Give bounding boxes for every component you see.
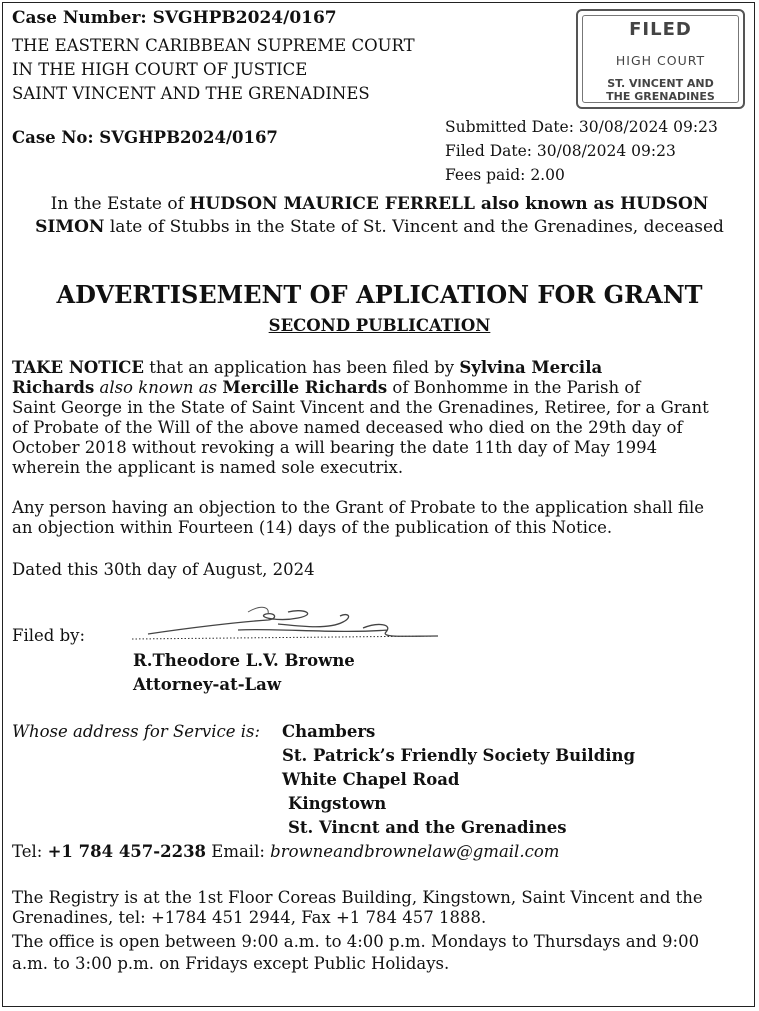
address-line-1: Chambers bbox=[282, 722, 376, 741]
case-number-heading: Case Number: SVGHPB2024/0167 bbox=[12, 8, 337, 28]
stamp-filed: FILED bbox=[629, 19, 692, 40]
attorney-role: Attorney-at-Law bbox=[133, 675, 282, 694]
notice-line-1: TAKE NOTICE that an application has been filed by Sylvina Mercila bbox=[12, 358, 603, 377]
address-line-3: White Chapel Road bbox=[282, 770, 460, 789]
court-line-3: SAINT VINCENT AND THE GRENADINES bbox=[12, 84, 370, 103]
notice-line-6: wherein the applicant is named sole executrix. bbox=[12, 458, 404, 477]
fees-paid: Fees paid: 2.00 bbox=[445, 166, 565, 184]
notice-line-2: Richards also known as Mercille Richards of Bonhomme in the Parish of bbox=[12, 378, 641, 397]
contact-line: Tel: +1 784 457-2238 Email: browneandbrownelaw@gmail.com bbox=[12, 842, 560, 861]
registry-line-3: The office is open between 9:00 a.m. to 4:00 p.m. Mondays to Thursdays and 9:00 bbox=[12, 932, 700, 951]
address-line-2: St. Patrick’s Friendly Society Building bbox=[282, 746, 636, 765]
notice-line-3: Saint George in the State of Saint Vincent and the Grenadines, Retiree, for a Grant bbox=[12, 398, 709, 417]
email-address: browneandbrownelaw@gmail.com bbox=[270, 842, 560, 861]
notice-title: ADVERTISEMENT OF APLICATION FOR GRANT bbox=[56, 280, 703, 309]
address-label: Whose address for Service is: bbox=[12, 722, 261, 741]
estate-line-2: SIMON late of Stubbs in the State of St. Vincent and the Grenadines, deceased bbox=[35, 217, 724, 237]
objection-line-1: Any person having an objection to the Grant of Probate to the application shall file bbox=[12, 498, 705, 517]
filed-date: Filed Date: 30/08/2024 09:23 bbox=[445, 142, 676, 160]
registry-line-4: a.m. to 3:00 p.m. on Fridays except Public Holidays. bbox=[12, 954, 450, 973]
case-no: Case No: SVGHPB2024/0167 bbox=[12, 128, 278, 147]
address-line-4: Kingstown bbox=[288, 794, 387, 813]
stamp-location-line-1: ST. VINCENT AND bbox=[607, 77, 714, 90]
notice-subtitle: SECOND PUBLICATION bbox=[268, 316, 491, 335]
estate-line-1: In the Estate of HUDSON MAURICE FERRELL also known as HUDSON bbox=[50, 194, 709, 214]
notice-line-5: October 2018 without revoking a will bearing the date 11th day of May 1994 bbox=[12, 438, 658, 457]
stamp-location bbox=[578, 77, 743, 103]
stamp-high-court: HIGH COURT bbox=[615, 53, 706, 68]
court-line-1: THE EASTERN CARIBBEAN SUPREME COURT bbox=[12, 36, 415, 55]
attorney-name: R.Theodore L.V. Browne bbox=[133, 651, 355, 670]
phone-number: +1 784 457-2238 bbox=[47, 842, 207, 861]
filed-stamp bbox=[576, 9, 745, 109]
filed-by-label: Filed by: bbox=[12, 626, 86, 645]
registry-line-2: Grenadines, tel: +1784 451 2944, Fax +1 784 457 1888. bbox=[12, 908, 487, 927]
address-line-5: St. Vincnt and the Grenadines bbox=[288, 818, 567, 837]
notice-line-4: of Probate of the Will of the above named deceased who died on the 29th day of bbox=[12, 418, 683, 437]
dated-line: Dated this 30th day of August, 2024 bbox=[12, 560, 315, 579]
submitted-date: Submitted Date: 30/08/2024 09:23 bbox=[445, 118, 718, 136]
signature-icon bbox=[128, 600, 448, 646]
objection-line-2: an objection within Fourteen (14) days of the publication of this Notice. bbox=[12, 518, 613, 537]
stamp-location-line-2: THE GRENADINES bbox=[606, 90, 715, 103]
court-line-2: IN THE HIGH COURT OF JUSTICE bbox=[12, 60, 308, 79]
registry-line-1: The Registry is at the 1st Floor Coreas Building, Kingstown, Saint Vincent and the bbox=[12, 888, 703, 907]
